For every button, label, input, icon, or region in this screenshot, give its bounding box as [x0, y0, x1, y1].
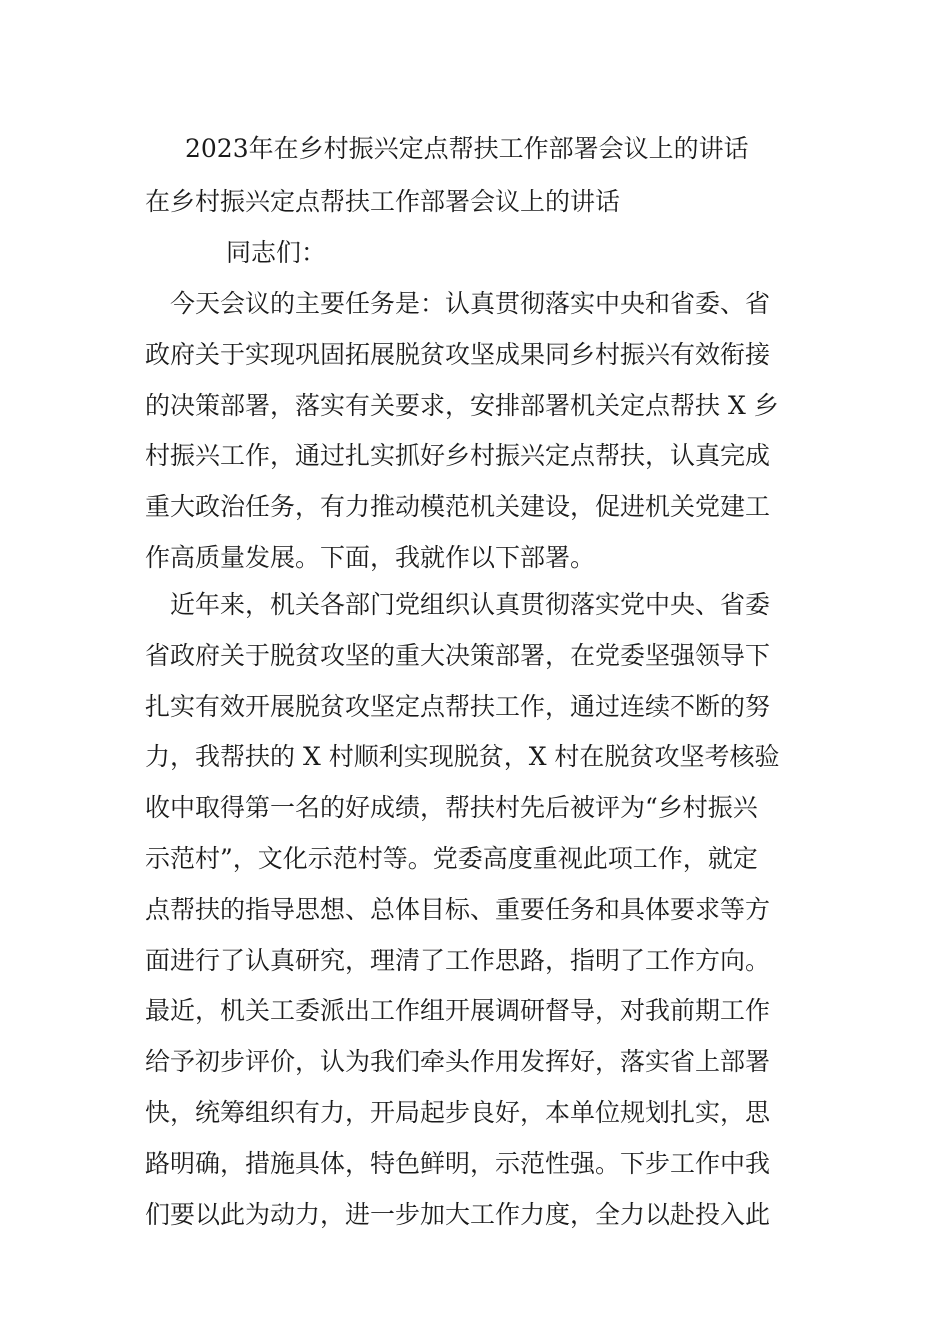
paragraph-line: 示范村”，文化示范村等。党委高度重视此项工作，就定: [145, 843, 758, 873]
paragraph-line: 路明确，措施具体，特色鲜明，示范性强。下步工作中我: [145, 1148, 771, 1178]
document-subtitle: 在乡村振兴定点帮扶工作部署会议上的讲话: [145, 187, 621, 216]
paragraph-line: 给予初步评价，认为我们牵头作用发挥好，落实省上部署: [145, 1047, 771, 1077]
paragraph-line: 近年来，机关各部门党组织认真贯彻落实党中央、省委: [145, 590, 771, 619]
paragraph-line: 面进行了认真研究，理清了工作思路，指明了工作方向。: [145, 945, 771, 975]
document-title: 2023年在乡村振兴定点帮扶工作部署会议上的讲话: [185, 134, 749, 163]
paragraph-line: 力，我帮扶的 X 村顺利实现脱贫，X 村在脱贫攻坚考核验: [145, 742, 780, 772]
paragraph-line: 重大政治任务，有力推动模范机关建设，促进机关党建工: [145, 492, 771, 522]
paragraph-line: 政府关于实现巩固拓展脱贫攻坚成果同乡村振兴有效衔接: [145, 339, 771, 369]
paragraph-line: 收中取得第一名的好成绩，帮扶村先后被评为“乡村振兴: [145, 793, 758, 823]
paragraph-line: 扎实有效开展脱贫攻坚定点帮扶工作，通过连续不断的努: [145, 691, 771, 721]
paragraph-line: 村振兴工作，通过扎实抓好乡村振兴定点帮扶，认真完成: [145, 441, 771, 471]
paragraph-line: 今天会议的主要任务是：认真贯彻落实中央和省委、省: [145, 289, 771, 318]
paragraph-line: 的决策部署，落实有关要求，安排部署机关定点帮扶 X 乡: [145, 390, 779, 420]
paragraph-line: 们要以此为动力，进一步加大工作力度，全力以赴投入此: [145, 1199, 771, 1229]
paragraph-meeting-tasks: [145, 279, 810, 584]
paragraph-line: 作高质量发展。下面，我就作以下部署。: [145, 542, 596, 572]
paragraph-line: 点帮扶的指导思想、总体目标、重要任务和具体要求等方: [145, 894, 771, 924]
paragraph-line: 最近，机关工委派出工作组开展调研督导，对我前期工作: [145, 996, 771, 1026]
paragraph-line: 快，统筹组织有力，开局起步良好，本单位规划扎实，思: [145, 1097, 771, 1127]
paragraph-line: 省政府关于脱贫攻坚的重大决策部署，在党委坚强领导下: [145, 640, 771, 670]
salutation: 同志们：: [226, 238, 327, 267]
paragraph-recent-years: [145, 580, 810, 1240]
